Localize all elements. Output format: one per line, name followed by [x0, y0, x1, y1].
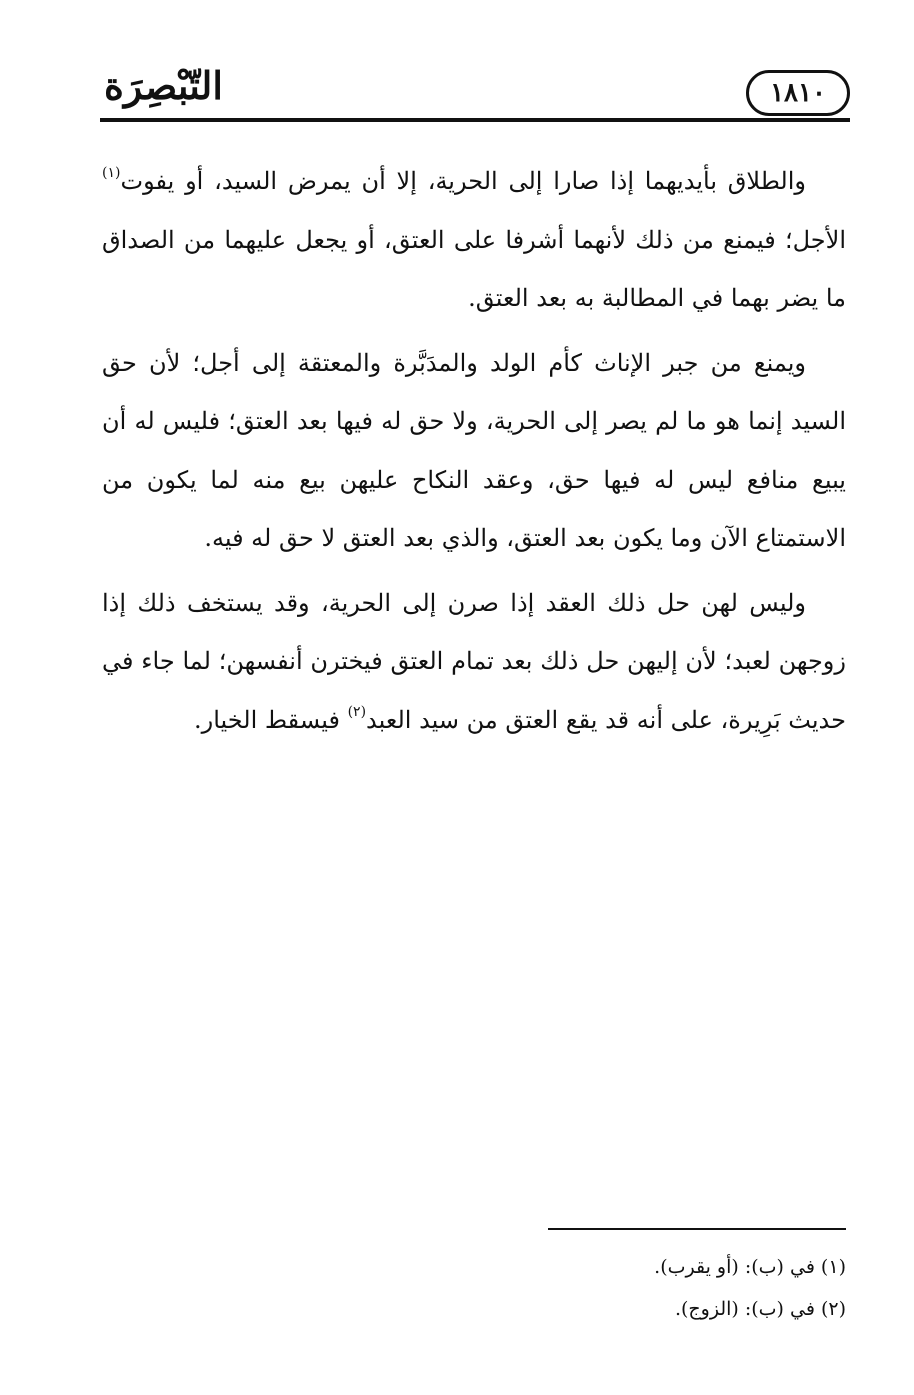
paragraph-1-text-b: الأجل؛ فيمنع من ذلك لأنهما أشرفا على العتق، أو يجعل عليهما من الصداق ما يضر بهما في المطالبة به بعد العتق. — [102, 225, 846, 312]
page-number-frame — [746, 70, 850, 116]
footnote-ref-2: (٢) — [347, 703, 367, 720]
paragraph-3 — [102, 574, 846, 750]
page-header — [100, 58, 850, 130]
paragraph-1-text-a: والطلاق بأيديهما إذا صارا إلى الحرية، إلا أن يمرض السيد، أو يفوت — [120, 167, 806, 195]
footnote-1: (١) في (ب): (أو يقرب). — [654, 1256, 846, 1278]
main-text — [102, 152, 846, 755]
page-number: ١٨١٠ — [770, 78, 826, 108]
book-title: التّبْصِرَة — [104, 63, 223, 108]
footnote-2: (٢) في (ب): (الزوج). — [674, 1298, 846, 1320]
header-rule — [100, 118, 850, 122]
footnotes — [346, 1246, 846, 1330]
paragraph-2: ويمنع من جبر الإناث كأم الولد والمدَبَّرة والمعتقة إلى أجل؛ لأن حق السيد إنما هو ما لم يصر إلى الحرية، ولا حق له فيها بعد العتق؛ فليس له أن يبيع منافع ليس له فيها حق، وعقد النكاح عليهن بيع منه لما يكون من الاستمتاع الآن وما يكون بعد العتق، والذي بعد العتق لا حق له فيه. — [102, 348, 846, 552]
footnote-ref-1: (١) — [102, 165, 121, 181]
paragraph-3-text-a: وليس لهن حل ذلك العقد إذا صرن إلى الحرية، وقد يستخف ذلك إذا زوجهن لعبد؛ لأن إليهن حل ذلك بعد تمام العتق فيخترن أنفسهن؛ لما جاء في حديث بَرِيرة، على أنه قد يقع العتق من سيد العبد — [102, 588, 846, 734]
paragraph-3-text-b: فيسقط الخيار. — [194, 705, 348, 734]
footnote-separator — [548, 1228, 846, 1230]
paragraph-1 — [102, 152, 846, 328]
